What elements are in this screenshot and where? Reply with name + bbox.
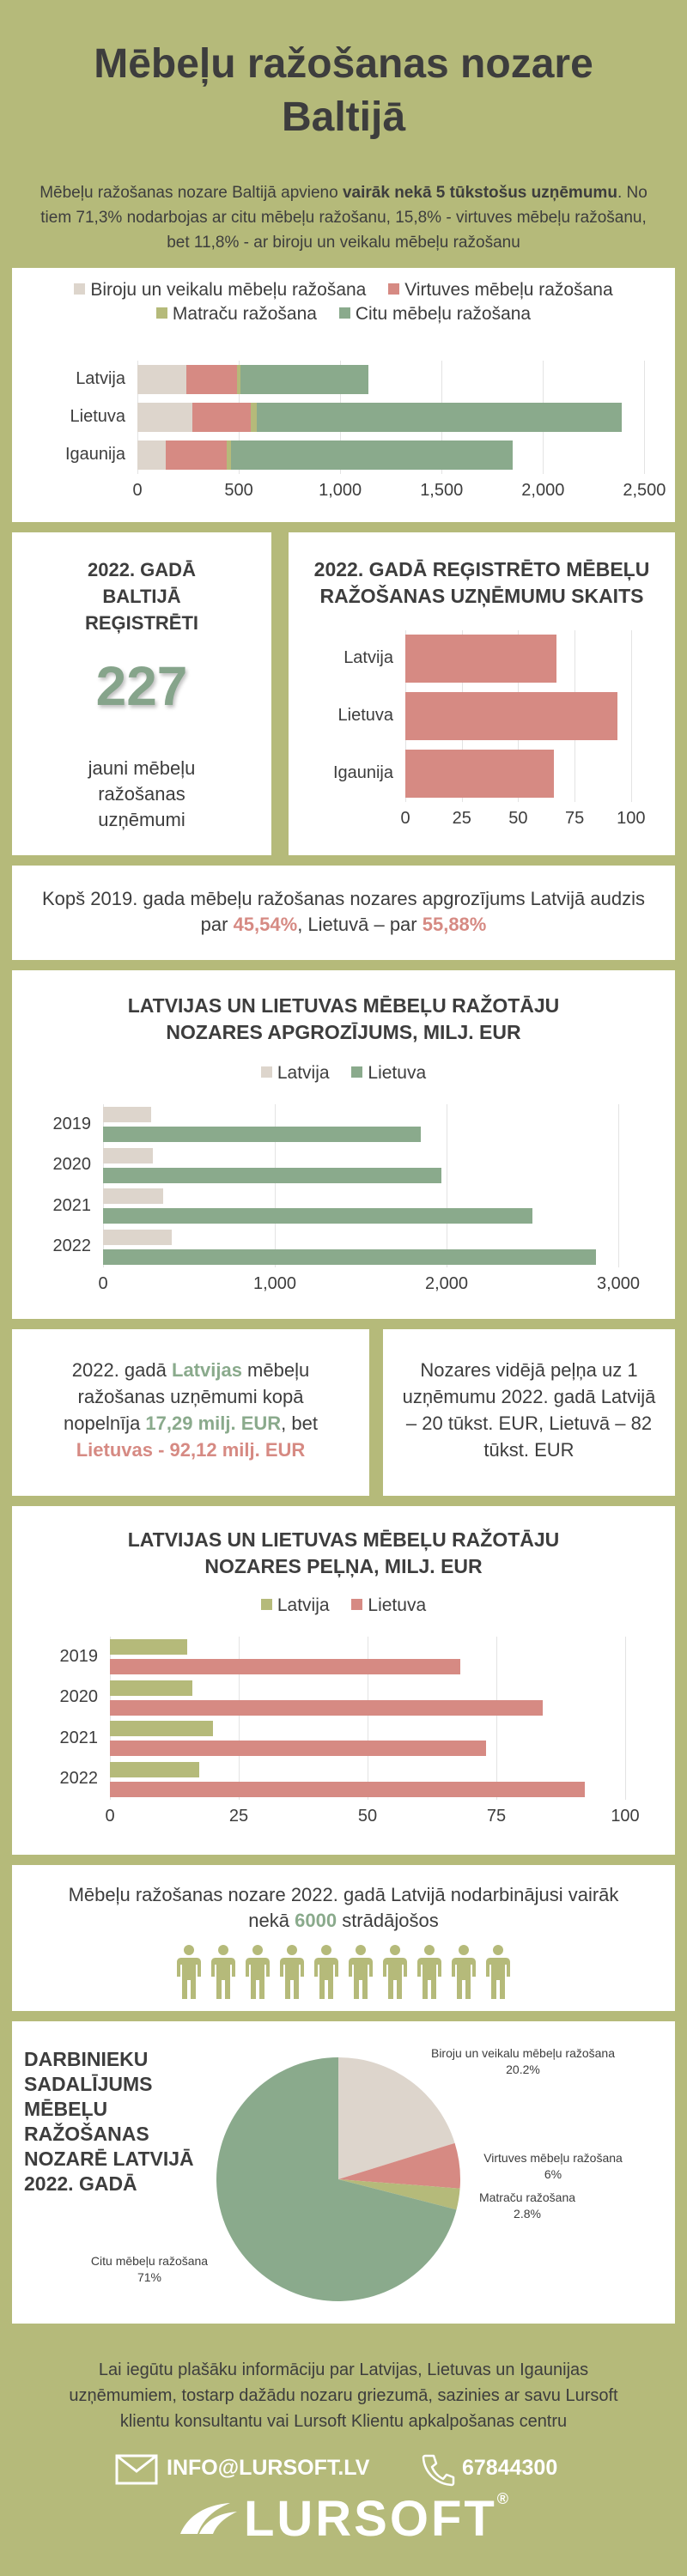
people-row [12, 1944, 675, 2001]
category-label: Igaunija [64, 445, 125, 464]
person-icon [348, 1944, 374, 2001]
bar [405, 750, 554, 798]
phone-text[interactable]: 67844300 [462, 2456, 558, 2480]
gridline [618, 1104, 619, 1267]
pie-label-kitchen [467, 2150, 639, 2183]
bar [110, 1762, 199, 1777]
bar-segment [137, 440, 166, 470]
profit-lv-amount: 17,29 milj. EUR [145, 1413, 282, 1434]
pie-label-mattress [467, 2190, 587, 2222]
intro-part-1: Mēbeļu ražošanas nozare Baltijā apvieno [40, 184, 343, 202]
employees-part-2: strādājošos [337, 1910, 439, 1931]
person-icon [416, 1944, 442, 2001]
pie-title-line: SADALĪJUMS [24, 2073, 153, 2095]
legend-label: Virtuves mēbeļu ražošana [404, 280, 613, 300]
bar [103, 1249, 596, 1265]
growth-note-card [12, 866, 675, 960]
legend-label: Matraču ražošana [172, 304, 317, 324]
bar [103, 1127, 421, 1142]
pie-title-line: DARBINIEKU [24, 2048, 149, 2070]
bar-segment [186, 365, 237, 394]
profit-note-card [12, 1329, 369, 1496]
axis-tick-label: 25 [228, 1807, 249, 1826]
title-line-2: Baltijā [281, 94, 406, 140]
legend-label: Lietuva [368, 1063, 427, 1083]
axis-tick-label: 75 [565, 809, 585, 828]
profit-card [12, 1506, 675, 1855]
bar [110, 1639, 187, 1655]
axis-tick-label: 0 [400, 809, 410, 828]
bar [110, 1741, 486, 1756]
bar-segment [251, 403, 257, 432]
pie-title-line: MĒBEĻU [24, 2098, 108, 2120]
axis-tick-label: 100 [617, 809, 646, 828]
pie-label-text: Virtuves mēbeļu ražošana [483, 2151, 623, 2165]
gridline [625, 1637, 626, 1800]
bar [103, 1148, 153, 1163]
logo-registered-mark: ® [496, 2490, 509, 2507]
legend-label: Citu mēbeļu ražošana [355, 304, 532, 324]
category-label: 2022 [52, 1236, 91, 1256]
category-label: Igaunija [332, 762, 393, 782]
pie-label-text: Citu mēbeļu ražošana [90, 2254, 209, 2268]
axis-tick-label: 0 [105, 1807, 115, 1826]
pie-title-line: NOZARĒ LATVIJĀ [24, 2148, 194, 2170]
envelope-icon [115, 2454, 158, 2485]
growth-part-1: Kopš 2019. gada mēbeļu ražošanas nozares apgrozījums Latvijā audzis par [42, 888, 645, 935]
pie-label-text: Biroju un veikalu mēbeļu ražošana [430, 2046, 615, 2060]
person-icon [279, 1944, 305, 2001]
profit-part-1: 2022. gadā [71, 1359, 172, 1381]
bar [110, 1700, 543, 1716]
footer-text: Lai iegūtu plašāku informāciju par Latvijas, Lietuvas un Igaunijas uzņēmumiem, tostarp dažādu nozaru griezumā, sazinies ar savu Lursoft klientu konsultantu vai Lursoft Klientu apkalpošanas centru [69, 2360, 618, 2431]
intro-text [31, 180, 656, 255]
profit-part-3: , bet [281, 1413, 318, 1434]
turnover-card [12, 970, 675, 1319]
person-icon [210, 1944, 236, 2001]
pie-label-value: 20.2% [506, 2063, 540, 2076]
gridline [631, 630, 632, 802]
axis-tick-label: 75 [486, 1807, 507, 1826]
companies-by-type-card [12, 268, 675, 522]
companies-plot [12, 268, 675, 522]
bar [110, 1680, 192, 1696]
category-label: 2020 [59, 1687, 98, 1707]
profit-lt-amount: 92,12 milj. EUR [169, 1439, 306, 1461]
profit-part-2: mēbeļu ražošanas uzņēmumi kopā nopelnīja [64, 1359, 310, 1434]
logo-mark-icon [179, 2500, 239, 2537]
employees-count: 6000 [295, 1910, 337, 1931]
gridline [644, 361, 645, 474]
bar-segment [137, 365, 186, 394]
legend-label: Latvija [277, 1063, 330, 1083]
growth-part-2: , Lietuvā – par [297, 914, 423, 935]
intro-bold: vairāk nekā 5 tūkstošus uzņēmumu [342, 184, 617, 202]
pie-label-other [81, 2253, 218, 2286]
registered-plot [289, 532, 675, 855]
pie-label-value: 6% [544, 2167, 562, 2181]
axis-tick-label: 2,500 [623, 481, 666, 500]
email-text[interactable]: INFO@LURSOFT.LV [167, 2456, 370, 2480]
legend-label: Biroju un veikalu mēbeļu ražošana [90, 280, 367, 300]
bar [103, 1168, 441, 1183]
registered-caption: jauni mēbeļu ražošanas uzņēmumi [88, 757, 196, 830]
category-label: Lietuva [337, 706, 393, 725]
legend-label: Lietuva [368, 1595, 427, 1615]
pie-title-line: RAŽOŠANAS [24, 2123, 149, 2145]
bar [103, 1230, 172, 1245]
intro-part-2: . No tiem 71,3% nodarbojas ar citu mēbeļu ražošanu, 15,8% - virtuves mēbeļu ražošanu, bet 11,8% - ar biroju un veikalu mēbeļu ražošanu [40, 184, 647, 252]
axis-tick-label: 50 [357, 1807, 378, 1826]
bar [110, 1721, 213, 1736]
bar [405, 692, 617, 740]
category-label: 2022 [59, 1769, 98, 1789]
pie-title-line: 2022. GADĀ [24, 2172, 137, 2195]
title-line-1: Mēbeļu ražošanas nozare [94, 41, 593, 87]
bar-segment [257, 403, 622, 432]
employees-note [55, 1882, 632, 1934]
category-label: 2019 [52, 1114, 91, 1133]
person-icon [176, 1944, 202, 2001]
lursoft-logo [0, 2490, 687, 2548]
growth-lt-pct: 55,88% [422, 914, 487, 935]
employees-pie-card [12, 2021, 675, 2324]
legend-label: Latvija [277, 1595, 330, 1615]
growth-note [29, 886, 658, 938]
registered-chart-card [289, 532, 675, 855]
person-icon [382, 1944, 408, 2001]
category-label: Lietuva [70, 407, 125, 426]
axis-tick-label: 50 [508, 809, 528, 828]
bar [110, 1782, 585, 1797]
axis-tick-label: 500 [224, 481, 253, 500]
bar [103, 1208, 532, 1224]
profit-title: LATVIJAS UN LIETUVAS MĒBEĻU RAŽOTĀJU NOZARES PEĻŅA, MILJ. EUR [127, 1528, 560, 1577]
category-label: 2021 [52, 1195, 91, 1215]
turnover-plot [12, 970, 675, 1319]
bar-segment [192, 403, 251, 432]
category-label: Latvija [76, 369, 125, 388]
employees-part-1: Mēbeļu ražošanas nozare 2022. gadā Latvijā nodarbinājusi vairāk nekā [68, 1884, 619, 1931]
bar-segment [166, 440, 227, 470]
phone-icon [421, 2452, 455, 2487]
category-label: Latvija [344, 648, 393, 668]
bar-segment [240, 365, 368, 394]
axis-tick-label: 1,000 [319, 481, 362, 500]
axis-tick-label: 0 [132, 481, 143, 500]
profit-plot [12, 1506, 675, 1855]
bar [103, 1188, 163, 1204]
person-icon [451, 1944, 477, 2001]
category-label: 2020 [52, 1155, 91, 1175]
avg-profit-card [383, 1329, 675, 1496]
category-label: 2019 [59, 1646, 98, 1666]
registered-heading: 2022. GADĀ BALTIJĀ REĢISTRĒTI [84, 559, 198, 634]
employees-card [12, 1865, 675, 2011]
page-title [0, 38, 687, 144]
axis-tick-label: 25 [452, 809, 471, 828]
axis-tick-label: 0 [98, 1274, 108, 1293]
profit-latvia: Latvijas [172, 1359, 242, 1381]
registered-count-card [12, 532, 271, 855]
axis-tick-label: 1,000 [252, 1274, 297, 1293]
category-label: 2021 [59, 1728, 98, 1747]
bar-segment [231, 440, 513, 470]
axis-tick-label: 1,500 [420, 481, 464, 500]
person-icon [313, 1944, 339, 2001]
avg-profit-note: Nozares vidējā peļņa uz 1 uzņēmumu 2022. gadā Latvijā – 20 tūkst. EUR, Lietuvā – 82 tūkst. EUR [402, 1359, 656, 1461]
growth-lv-pct: 45,54% [233, 914, 298, 935]
bar [405, 635, 556, 683]
axis-tick-label: 100 [611, 1807, 640, 1826]
pie-label-text: Matraču ražošana [478, 2190, 576, 2204]
profit-part-4: - [152, 1439, 170, 1461]
axis-tick-label: 2,000 [424, 1274, 469, 1293]
gridline [496, 1637, 497, 1800]
pie-label-value: 71% [137, 2270, 162, 2284]
bar-segment [137, 403, 192, 432]
bar [103, 1107, 151, 1122]
turnover-title: LATVIJAS UN LIETUVAS MĒBEĻU RAŽOTĀJU NOZARES APGROZĪJUMS, MILJ. EUR [127, 994, 560, 1043]
profit-note [46, 1357, 335, 1463]
bar [110, 1659, 460, 1674]
logo-text: LURSOFT [243, 2491, 497, 2547]
registered-chart-title: 2022. GADĀ REĢISTRĒTO MĒBEĻU RAŽOŠANAS UZŅĒMUMU SKAITS [313, 558, 650, 607]
pie-label-value: 2.8% [514, 2207, 541, 2221]
person-icon [245, 1944, 271, 2001]
person-icon [485, 1944, 511, 2001]
registered-number: 227 [95, 655, 188, 717]
pie-label-office [416, 2045, 630, 2078]
axis-tick-label: 2,000 [521, 481, 565, 500]
profit-lithuania: Lietuvas [76, 1439, 153, 1461]
axis-tick-label: 3,000 [596, 1274, 641, 1293]
